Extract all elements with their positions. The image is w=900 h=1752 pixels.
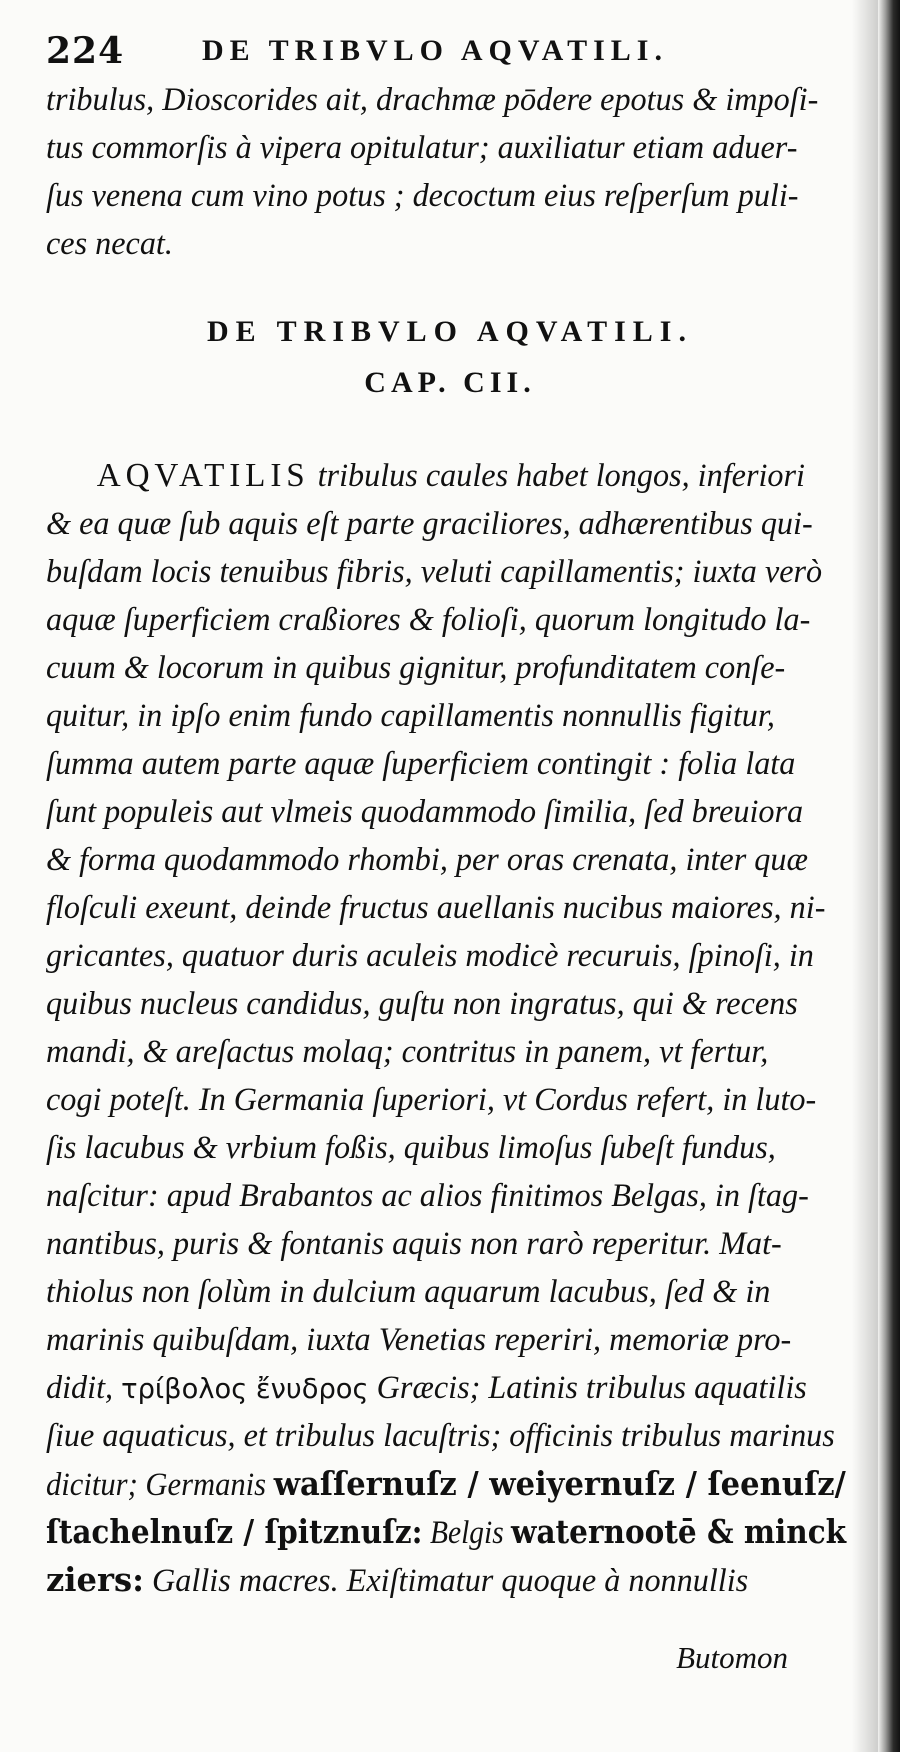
catchword: Butomon: [676, 1640, 788, 1675]
gallis-text: Gallis macres. Exiſtimatur quoque à nonnullis: [143, 1563, 749, 1599]
chapter-body: [46, 452, 866, 1604]
text-line: ſus venena cum vino potus ; decoctum eius reſperſum puli-: [46, 178, 799, 214]
text-line: ces necat.: [46, 226, 173, 262]
text-line: aquæ ſuperficiem craßiores & folioſi, quorum longitudo la-: [46, 602, 811, 638]
text-line: floſculi exeunt, deinde fructus auellanis nucibus maiores, ni-: [46, 890, 826, 926]
text-line: nantibus, puris & fontanis aquis non rarò reperitur. Mat-: [46, 1226, 782, 1262]
text-line: naſcitur: apud Brabantos ac alios finitimos Belgas, in ſtag-: [46, 1178, 809, 1214]
text-line: gricantes, quatuor duris aculeis modicè recuruis, ſpinoſi, in: [46, 938, 814, 974]
text-line: cuum & locorum in quibus gignitur, profunditatem conſe-: [46, 650, 786, 686]
belgic-names: waternootē & minck: [511, 1512, 847, 1551]
opening-word: AQVATILIS: [96, 457, 310, 494]
text-line: & forma quodammodo rhombi, per oras crenata, inter quæ: [46, 842, 808, 878]
chapter-number: CAP. CII.: [364, 366, 536, 399]
text-line: cogi poteſt. In Germania ſuperiori, vt Cordus refert, in luto-: [46, 1082, 817, 1118]
book-gutter: [878, 0, 900, 1752]
running-head: [46, 30, 866, 70]
text-line: thiolus non ſolùm in dulcium aquarum lacubus, ſed & in: [46, 1274, 771, 1310]
german-names: waſſernuſz / weiyernuſz / ſeenuſz/: [273, 1464, 846, 1503]
page-number: 224: [46, 30, 125, 72]
gallic-name-line: [46, 1556, 846, 1604]
greek-name: τρίβολος ἔνυδρος: [121, 1372, 369, 1405]
chapter-title: DE TRIBVLO AQVATILI.: [207, 315, 693, 348]
text-line: mandi, & areſactus molaq; contritus in panem, vt fertur,: [46, 1034, 769, 1070]
running-head-title: DE TRIBVLO AQVATILI.: [202, 34, 668, 67]
german-line-prefix: dicitur; Germanis: [46, 1467, 274, 1503]
first-line: [46, 452, 846, 500]
first-line-text: tribulus caules habet longos, inferiori: [309, 458, 806, 494]
belgis-label: Belgis: [422, 1515, 512, 1551]
greek-line-prefix: didit,: [46, 1370, 122, 1406]
text-line: buſdam locis tenuibus fibris, veluti capillamentis; iuxta verò: [46, 554, 823, 590]
german-name-line: [46, 1460, 846, 1508]
belgic-names-continued: ziers:: [46, 1560, 144, 1599]
greek-name-line: [46, 1364, 846, 1412]
text-line: ſiue aquaticus, et tribulus lacuſtris; officinis tribulus marinus: [46, 1418, 835, 1454]
previous-chapter-ending: [46, 76, 866, 268]
text-line: ſumma autem parte aquæ ſuperficiem contingit : folia lata: [46, 746, 796, 782]
text-line: tus commorſis à vipera opitulatur; auxiliatur etiam aduer-: [46, 130, 798, 166]
text-line: tribulus, Dioscorides ait, drachmæ pōdere epotus & impoſi-: [46, 82, 819, 118]
text-line: ſunt populeis aut vlmeis quodammodo ſimilia, ſed breuiora: [46, 794, 804, 830]
text-line: & ea quæ ſub aquis eſt parte graciliores, adhærentibus qui-: [46, 506, 813, 542]
text-line: ſis lacubus & vrbium foßis, quibus limoſus ſubeſt fundus,: [46, 1130, 776, 1166]
belgic-name-line: [46, 1508, 847, 1556]
text-line: marinis quibuſdam, iuxta Venetias reperiri, memoriæ pro-: [46, 1322, 792, 1358]
text-line: quitur, in ipſo enim fundo capillamentis nonnullis figitur,: [46, 698, 775, 734]
greek-line-suffix: Græcis; Latinis tribulus aquatilis: [368, 1370, 807, 1406]
text-line: quibus nucleus candidus, guſtu non ingratus, qui & recens: [46, 986, 798, 1022]
german-names-continued: ſtachelnuſz / ſpitznuſz:: [46, 1512, 423, 1551]
